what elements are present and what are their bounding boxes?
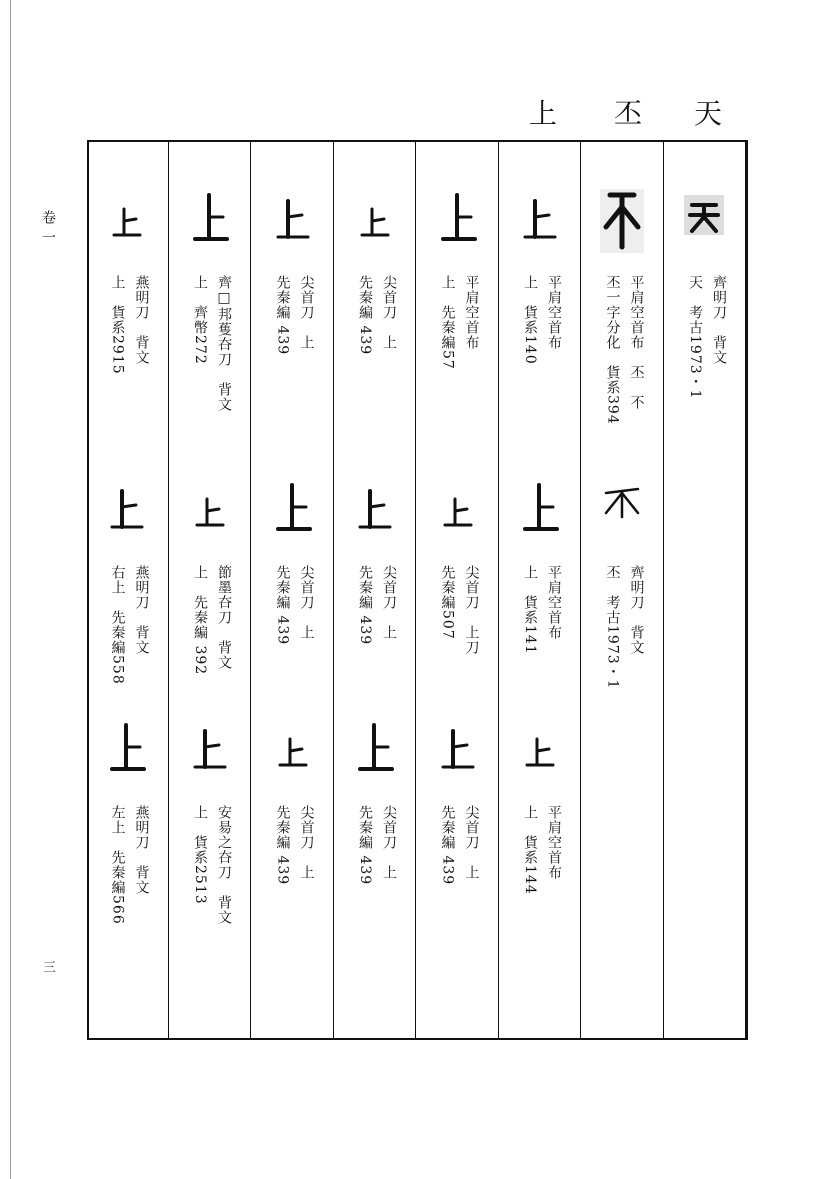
table-column (415, 142, 498, 1038)
list-item (499, 477, 581, 757)
list-item (169, 477, 251, 757)
table-column (580, 142, 663, 1038)
reference-caption: 上 貨系144 (522, 805, 538, 895)
reference-caption: 先秦編 439 (357, 275, 373, 356)
reference-caption: 上 先秦編57 (439, 275, 456, 370)
source-caption: 安昜之夻刀 背文 (216, 805, 232, 925)
glyph-image (85, 477, 168, 557)
table-column (250, 142, 333, 1038)
glyph-image (416, 187, 498, 267)
source-caption: 尖首刀 上 (381, 805, 397, 880)
list-item (334, 187, 416, 467)
glyph-image (251, 477, 333, 557)
source-caption: 齊明刀 背文 (628, 565, 645, 655)
list-item (581, 187, 663, 467)
list-item (416, 717, 498, 997)
list-item (664, 187, 746, 467)
source-caption: 平肩空首布 (463, 275, 480, 350)
table-column (333, 142, 416, 1038)
source-caption: 尖首刀 上 (298, 275, 315, 350)
reference-caption: 丕 考古1973・1 (604, 565, 621, 690)
reference-caption: 先秦編 439 (439, 805, 456, 886)
source-caption: 尖首刀 上刀 (463, 565, 480, 655)
source-caption: 燕明刀 背文 (133, 275, 150, 365)
list-item (499, 717, 581, 997)
page-number: 三 (40, 960, 55, 973)
source-caption: 平肩空首布 (546, 805, 562, 880)
list-item (334, 717, 416, 997)
reference-caption: 先秦編 439 (274, 275, 291, 356)
head-character: 上 (528, 97, 557, 130)
glyph-image (416, 717, 498, 797)
volume-label: 卷一 (40, 210, 56, 250)
glyph-image (581, 477, 663, 557)
source-caption: 尖首刀 上 (298, 805, 315, 880)
list-item (251, 717, 333, 997)
binding-line (10, 0, 11, 1179)
list-item (416, 187, 498, 467)
glyph-image (169, 187, 251, 267)
glyph-image (85, 717, 168, 797)
reference-caption: 右上 先秦編558 (109, 565, 126, 685)
list-item (499, 187, 581, 467)
reference-caption: 上 齊幣272 (192, 275, 208, 365)
list-item (169, 187, 251, 467)
list-item (581, 477, 663, 757)
head-character: 丕 (613, 97, 642, 130)
list-item (334, 477, 416, 757)
glyph-image (251, 717, 333, 797)
glyph-image (499, 477, 581, 557)
source-caption: 尖首刀 上 (463, 805, 480, 880)
source-caption: 平肩空首布 (546, 565, 562, 640)
reference-caption: 先秦編 439 (274, 565, 291, 646)
source-caption: 平肩空首布 (546, 275, 562, 350)
glyph-image (499, 717, 581, 797)
glyph-image (664, 187, 746, 267)
glyph-image (416, 477, 498, 557)
list-item (416, 477, 498, 757)
reference-caption: 上 先秦編 392 (192, 565, 208, 676)
entries-table (87, 140, 748, 1040)
glyph-image (85, 187, 168, 267)
table-column (663, 142, 746, 1038)
list-item (169, 717, 251, 997)
reference-caption: 先秦編 439 (357, 805, 373, 886)
glyph-image (334, 477, 416, 557)
glyph-image (334, 187, 416, 267)
glyph-image (169, 477, 251, 557)
reference-caption: 先秦編 439 (357, 565, 373, 646)
reference-caption: 上 貨系141 (522, 565, 538, 655)
head-characters (0, 92, 834, 132)
reference-caption: 上 貨系2513 (192, 805, 208, 905)
table-column (168, 142, 251, 1038)
glyph-image (581, 187, 663, 267)
glyph-image (169, 717, 251, 797)
source-caption: 平肩空首布 丕 不 (628, 275, 645, 410)
reference-caption: 左上 先秦編566 (109, 805, 126, 925)
list-item (85, 187, 168, 467)
source-caption: 齊□邦蒦夻刀 背文 (216, 275, 232, 412)
reference-caption: 天 考古1973・1 (687, 275, 703, 400)
source-caption: 齊明刀 背文 (711, 275, 727, 365)
list-item (85, 477, 168, 757)
glyph-image (251, 187, 333, 267)
list-item (251, 187, 333, 467)
reference-caption: 丕一字分化 貨系394 (604, 275, 621, 425)
reference-caption: 先秦編507 (439, 565, 456, 640)
list-item (251, 477, 333, 757)
reference-caption: 上 貨系140 (522, 275, 538, 365)
list-item (85, 717, 168, 997)
reference-caption: 上 貨系2915 (109, 275, 126, 375)
source-caption: 燕明刀 背文 (133, 565, 150, 655)
glyph-image (334, 717, 416, 797)
source-caption: 尖首刀 上 (381, 565, 397, 640)
glyph-image (499, 187, 581, 267)
head-character: 天 (693, 97, 722, 130)
table-column (85, 142, 168, 1038)
source-caption: 燕明刀 背文 (133, 805, 150, 895)
source-caption: 節墨夻刀 背文 (216, 565, 232, 670)
table-column (498, 142, 581, 1038)
source-caption: 尖首刀 上 (381, 275, 397, 350)
source-caption: 尖首刀 上 (298, 565, 315, 640)
reference-caption: 先秦編 439 (274, 805, 291, 886)
